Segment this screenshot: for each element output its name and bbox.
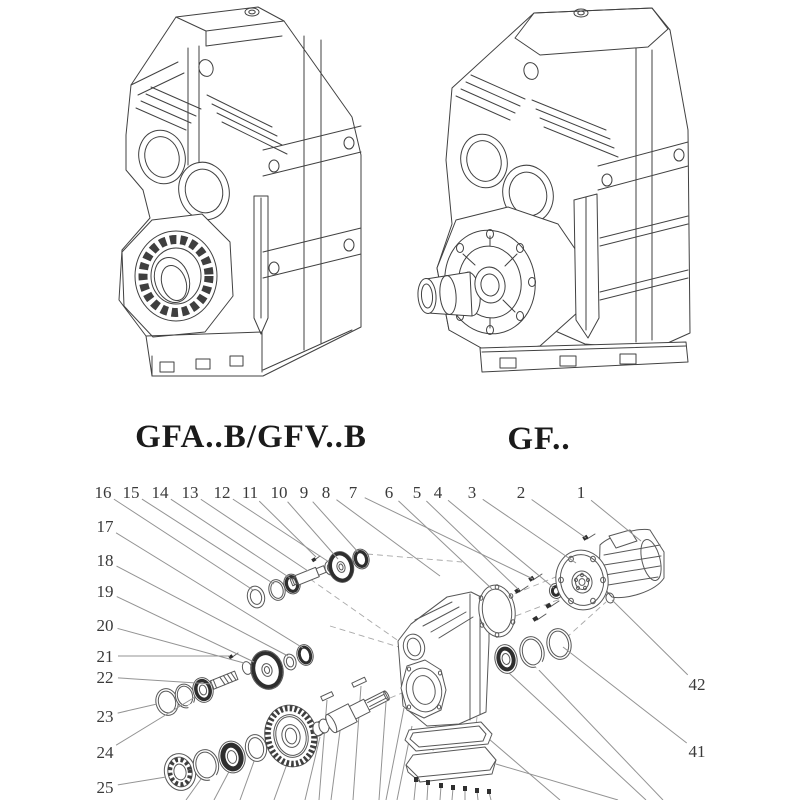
- callout-number-7: 7: [348, 483, 358, 502]
- gear-housing: [398, 592, 489, 726]
- callout-leader-4: [448, 500, 554, 588]
- callout-number-23: 23: [96, 707, 114, 726]
- callout-number-2: 2: [516, 483, 526, 502]
- callout-number-12: 12: [213, 483, 231, 502]
- callout-leader-13: [201, 499, 308, 571]
- callout-number-24: 24: [96, 743, 114, 762]
- gearbox-drawing-gfab: [119, 7, 361, 376]
- callout-number-19: 19: [96, 582, 114, 601]
- callout-number-8: 8: [321, 483, 331, 502]
- callout-number-15: 15: [122, 483, 140, 502]
- callout-leader-2: [532, 500, 586, 538]
- callout-leader-42: [612, 600, 688, 675]
- callout-number-1: 1: [576, 483, 586, 502]
- callout-number-6: 6: [384, 483, 394, 502]
- callout-number-17: 17: [96, 517, 114, 536]
- callout-leader-41: [563, 647, 687, 743]
- callout-leader-18: [117, 566, 288, 656]
- callout-leader-23: [118, 704, 157, 713]
- motor-assembly: [551, 529, 665, 614]
- callout-number-42: 42: [688, 675, 706, 694]
- part-flange-bolts: [514, 574, 559, 622]
- part-key-1: [321, 692, 334, 701]
- callout-number-41: 41: [688, 742, 706, 761]
- callout-leader-20: [118, 628, 244, 663]
- callout-number-14: 14: [151, 483, 169, 502]
- callout-leader-19: [117, 597, 254, 662]
- callout-number-9: 9: [299, 483, 309, 502]
- exploded-view: [95, 483, 706, 800]
- input-shaft-assembly: [245, 547, 371, 610]
- callout-number-16: 16: [94, 483, 112, 502]
- callout-number-5: 5: [412, 483, 422, 502]
- callout-leader-7: [365, 498, 533, 579]
- callout-leader-25: [118, 777, 166, 785]
- callout-leader-10: [288, 502, 338, 559]
- housing-bottom-cover-set: [405, 722, 496, 794]
- gearbox-drawing-gf: [417, 8, 690, 372]
- callout-number-10: 10: [270, 483, 288, 502]
- model-label-gfab: GFA..B/GFV..B: [135, 419, 367, 455]
- callout-leader-9: [313, 502, 358, 552]
- callout-leader-3: [483, 499, 576, 563]
- callout-leader-11: [259, 501, 316, 557]
- callout-number-11: 11: [241, 483, 259, 502]
- callout-number-25: 25: [96, 778, 114, 797]
- callout-number-22: 22: [96, 668, 114, 687]
- callout-number-21: 21: [96, 647, 114, 666]
- callout-leader-14: [171, 499, 290, 578]
- callout-number-4: 4: [433, 483, 443, 502]
- callout-number-18: 18: [96, 551, 114, 570]
- callout-number-20: 20: [96, 616, 114, 635]
- callout-number-13: 13: [181, 483, 199, 502]
- callout-leader-15: [142, 499, 274, 584]
- callout-number-3: 3: [467, 483, 477, 502]
- callout-leader-6: [398, 501, 492, 589]
- part-key-2: [352, 677, 367, 687]
- model-label-gf: GF..: [507, 421, 571, 457]
